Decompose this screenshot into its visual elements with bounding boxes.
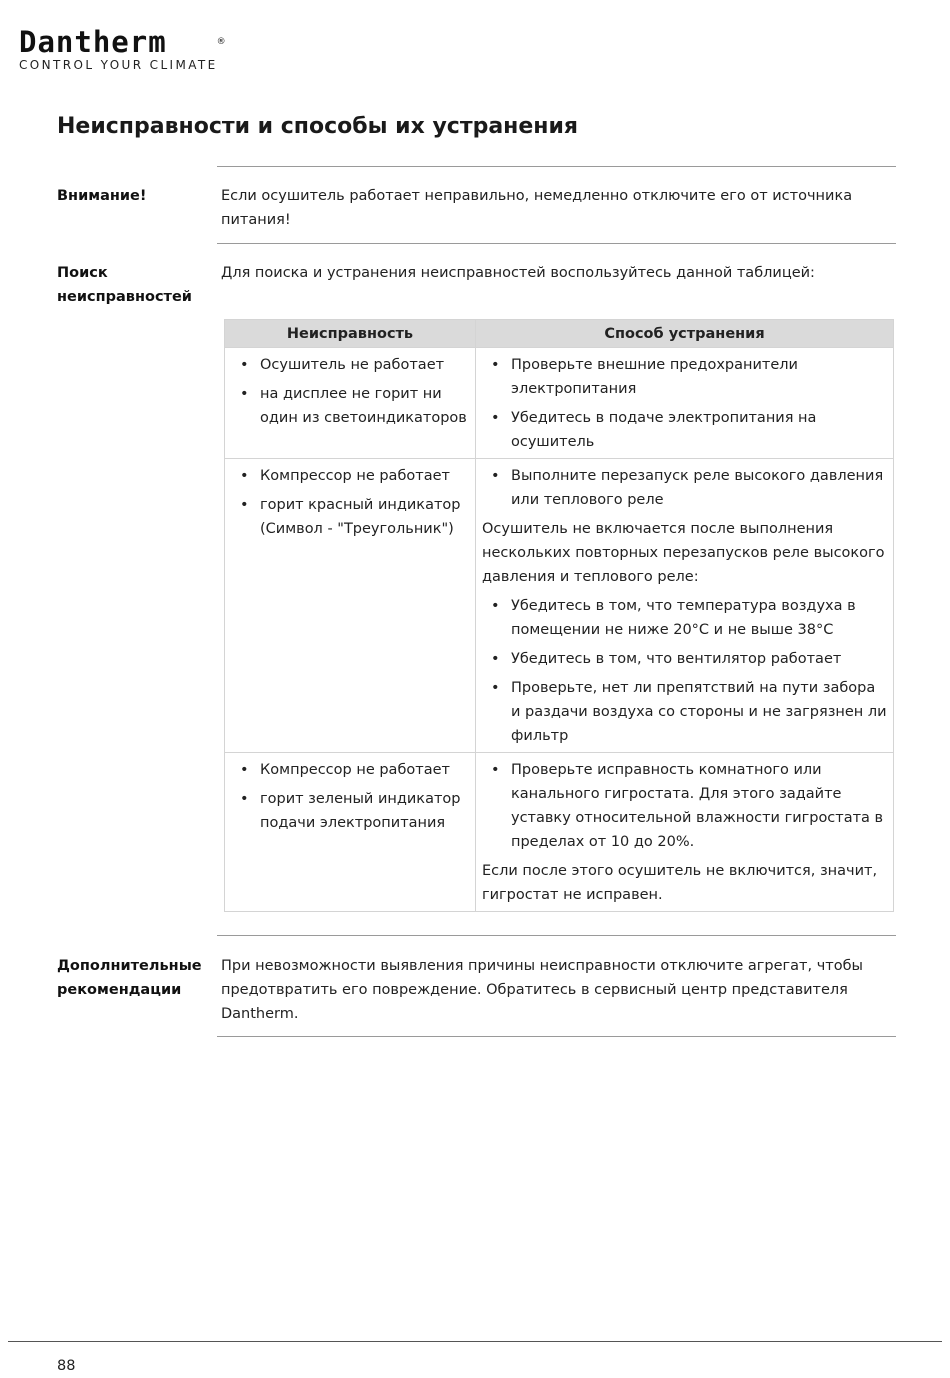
warning-label: Внимание!: [57, 188, 147, 204]
list-item: • Убедитесь в подаче электропитания на осушитель: [482, 406, 887, 454]
registered-mark: ®: [216, 37, 227, 47]
divider: [217, 243, 896, 244]
list-item: • Выполните перезапуск реле высокого давления или теплового реле: [482, 464, 887, 512]
troubleshooting-label-line2: неисправностей: [57, 289, 192, 305]
list-item: • горит зеленый индикатор подачи электропитания: [231, 787, 469, 835]
column-header-fault: Неисправность: [225, 320, 476, 348]
remedy-note: Если после этого осушитель не включится, значит, гигростат не исправен.: [482, 863, 878, 903]
page-title: Неисправности и способы их устранения: [57, 114, 579, 139]
list-item: • Осушитель не работает: [231, 353, 469, 377]
fault-cell: [225, 753, 476, 912]
brand-name: Dantherm ®: [19, 25, 227, 59]
troubleshooting-intro: Для поиска и устранения неисправностей воспользуйтесь данной таблицей:: [221, 265, 815, 281]
fault-list: [231, 464, 469, 541]
divider: [217, 1036, 896, 1037]
list-item: • на дисплее не горит ни один из светоиндикаторов: [231, 382, 469, 430]
footer-divider: [8, 1341, 942, 1342]
troubleshooting-table: [224, 319, 894, 912]
divider: [217, 935, 896, 936]
divider: [217, 166, 896, 167]
table-header-row: [225, 320, 894, 348]
list-item: • Убедитесь в том, что вентилятор работает: [482, 647, 887, 671]
brand-tagline: CONTROL YOUR CLIMATE: [19, 58, 218, 72]
table-row: [225, 753, 894, 912]
list-item: • Проверьте, нет ли препятствий на пути забора и раздачи воздуха со стороны и не загрязнен ли фильтр: [482, 676, 887, 748]
list-item: • Компрессор не работает: [231, 758, 469, 782]
remedy-list: [482, 353, 887, 454]
remedy-list: [482, 594, 887, 748]
remedy-note: Осушитель не включается после выполнения нескольких повторных перезапусков реле высокого давления и теплового реле:: [482, 521, 885, 585]
brand-logo: [19, 25, 227, 72]
remedy-cell: [476, 459, 894, 753]
list-item: • Проверьте исправность комнатного или канального гигростата. Для этого задайте уставку относительной влажности гигростата в пределах от 10 до 20%.: [482, 758, 887, 854]
additional-label: [57, 954, 207, 1002]
additional-label-line1: Дополнительные: [57, 958, 202, 974]
remedy-list: [482, 464, 887, 512]
column-header-remedy: Способ устранения: [476, 320, 894, 348]
fault-cell: [225, 459, 476, 753]
fault-list: [231, 353, 469, 430]
list-item: • Убедитесь в том, что температура воздуха в помещении не ниже 20°C и не выше 38°C: [482, 594, 887, 642]
additional-label-line2: рекомендации: [57, 982, 182, 998]
page-number: 88: [57, 1358, 76, 1374]
remedy-list: [482, 758, 887, 854]
troubleshooting-label: [57, 261, 207, 309]
remedy-cell: [476, 348, 894, 459]
fault-cell: [225, 348, 476, 459]
list-item: • горит красный индикатор (Символ - "Треугольник"): [231, 493, 469, 541]
list-item: • Компрессор не работает: [231, 464, 469, 488]
troubleshooting-label-line1: Поиск: [57, 265, 108, 281]
warning-text: Если осушитель работает неправильно, немедленно отключите его от источника питания!: [221, 188, 853, 228]
remedy-cell: [476, 753, 894, 912]
list-item: • Проверьте внешние предохранители электропитания: [482, 353, 887, 401]
fault-list: [231, 758, 469, 835]
table-row: [225, 459, 894, 753]
table-row: [225, 348, 894, 459]
additional-text: При невозможности выявления причины неисправности отключите агрегат, чтобы предотвратить его повреждение. Обратитесь в сервисный центр представителя Dantherm.: [221, 958, 863, 1022]
